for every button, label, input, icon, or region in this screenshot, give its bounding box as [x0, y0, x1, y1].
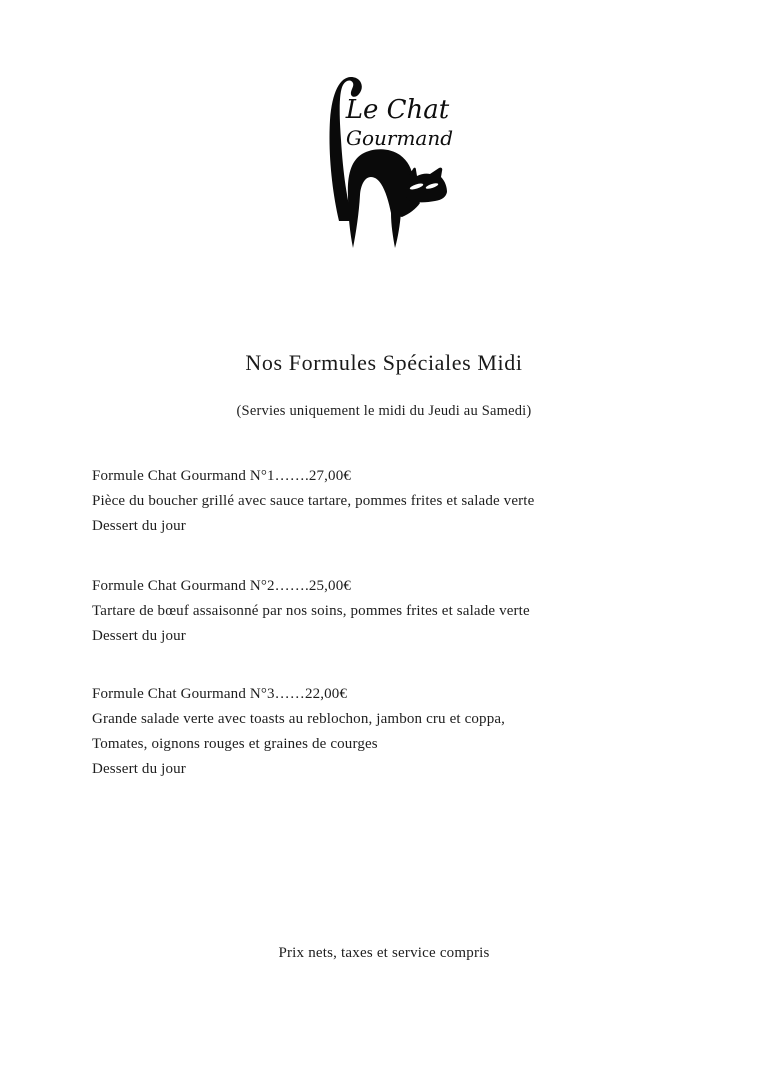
black-arched-cat-icon [315, 65, 455, 250]
footer-note: Prix nets, taxes et service compris [278, 945, 490, 961]
formula-line: Pièce du boucher grillé avec sauce tartare, pommes frites et salade verte [92, 493, 535, 509]
brand-name-line1: Le Chat [345, 95, 450, 125]
formula-line: Dessert du jour [92, 518, 186, 534]
formula-block-1 [92, 464, 738, 539]
restaurant-logo [315, 65, 455, 250]
formula-block-3 [92, 682, 738, 782]
menu-title: Nos Formules Spéciales Midi [245, 350, 523, 375]
brand-name-line2: Gourmand [345, 126, 454, 150]
formula-line: Tomates, oignons rouges et graines de courges [92, 736, 378, 752]
formula-block-2 [92, 574, 738, 649]
menu-subtitle: (Servies uniquement le midi du Jeudi au Samedi) [236, 403, 532, 419]
formula-line: Dessert du jour [92, 628, 186, 644]
formula-line: Dessert du jour [92, 761, 186, 777]
formula-title: Formule Chat Gourmand N°3……22,00€ [92, 686, 348, 702]
formula-line: Grande salade verte avec toasts au reblochon, jambon cru et coppa, [92, 711, 506, 727]
formula-line: Tartare de bœuf assaisonné par nos soins, pommes frites et salade verte [92, 603, 530, 619]
formula-title: Formule Chat Gourmand N°2…….25,00€ [92, 578, 351, 594]
formula-title: Formule Chat Gourmand N°1…….27,00€ [92, 468, 351, 484]
